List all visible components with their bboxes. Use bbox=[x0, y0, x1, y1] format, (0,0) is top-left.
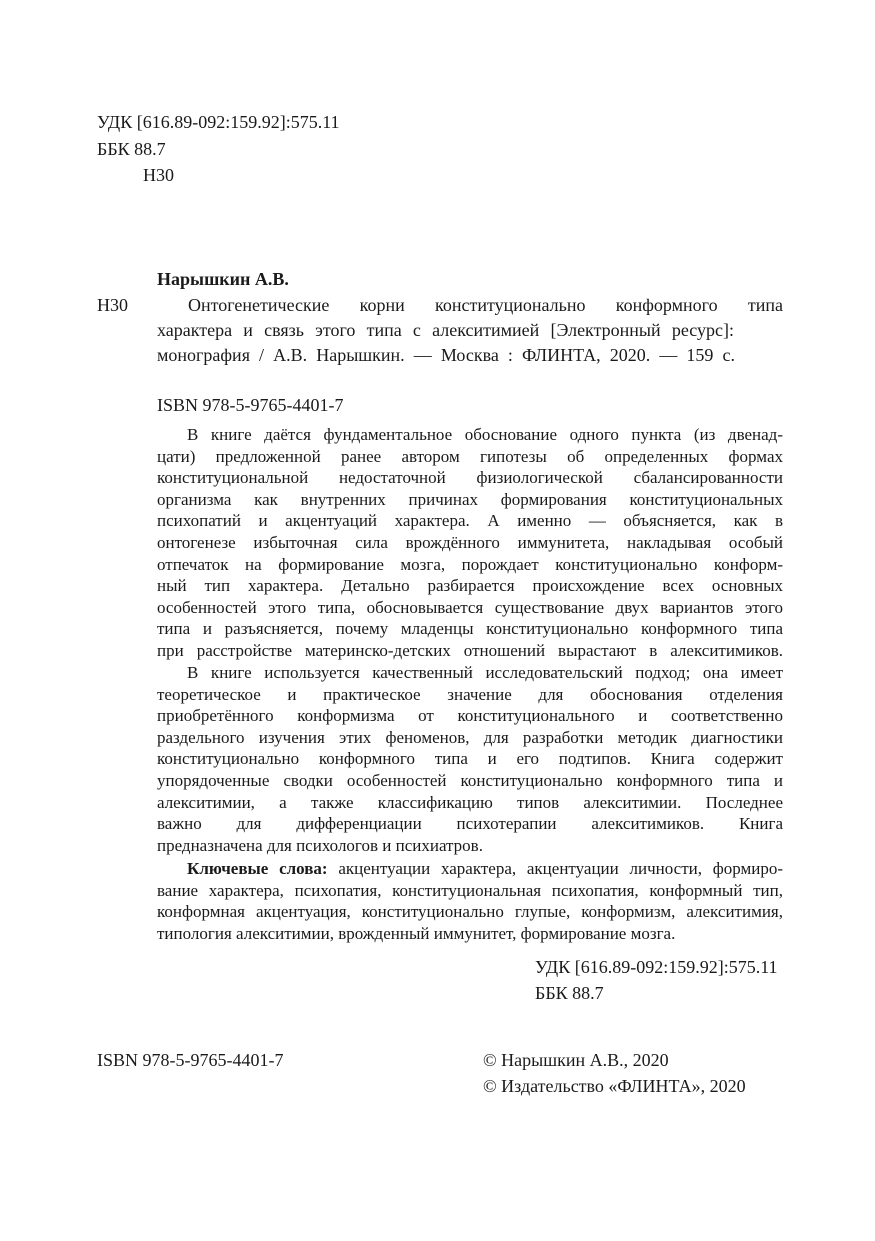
record-author: Нарышкин А.В. bbox=[157, 269, 289, 289]
record-title-line-1: Онтогенетические корни конституционально конформного типа bbox=[188, 295, 783, 315]
keywords-line: типология алекситимии, врожденный иммунитет, формирование мозга. bbox=[157, 923, 676, 943]
abstract-line: упорядоченные сводки особенностей конституционально конформного типа и bbox=[157, 770, 783, 790]
abstract-line: психопатий и акцентуаций характера. А именно — объясняется, как в bbox=[157, 511, 783, 531]
abstract-line: цати) предложенной ранее автором гипотезы об определенных формах bbox=[157, 446, 783, 466]
abstract-line: конституционально конформного типа и его подтипов. Книга содержит bbox=[157, 749, 783, 769]
record-isbn: ISBN 978-5-9765-4401-7 bbox=[157, 395, 344, 415]
copyright-publisher: © Издательство «ФЛИНТА», 2020 bbox=[483, 1076, 746, 1096]
record-title-line-2: характера и связь этого типа с алекситимией [Электронный ресурс]: bbox=[157, 320, 734, 340]
copyright-author: © Нарышкин А.В., 2020 bbox=[483, 1050, 669, 1070]
abstract-line: ный тип характера. Детально разбирается происхождение всех основных bbox=[157, 576, 783, 596]
keywords-line-1 bbox=[157, 858, 783, 880]
keywords-first-text: акцентуации характера, акцентуации личности, формиро- bbox=[327, 859, 783, 878]
udk-code-top: УДК [616.89-092:159.92]:575.11 bbox=[97, 112, 340, 132]
bbk-code-top: ББК 88.7 bbox=[97, 139, 166, 159]
keywords-line: вание характера, психопатия, конституциональная психопатия, конформный тип, bbox=[157, 880, 783, 900]
keywords-line: конформная акцентуация, конституционально глупые, конформизм, алекситимия, bbox=[157, 902, 783, 922]
record-author-mark: Н30 bbox=[97, 295, 128, 315]
abstract-paragraph-1 bbox=[157, 424, 783, 662]
abstract-line: онтогенезе избыточная сила врождённого иммунитета, накладывая особый bbox=[157, 532, 783, 552]
abstract-line: отпечаток на формирование мозга, порождает конституционально конформ- bbox=[157, 554, 783, 574]
abstract-line: особенностей этого типа, обосновывается существование двух вариантов этого bbox=[157, 597, 783, 617]
keywords-label: Ключевые слова: bbox=[187, 859, 328, 878]
abstract-line: организма как внутренних причинах формирования конституциональных bbox=[157, 489, 783, 509]
abstract-paragraph-2 bbox=[157, 662, 783, 856]
abstract-line: при расстройстве материнско-детских отношений вырастают в алекситимиков. bbox=[157, 640, 783, 660]
footer-isbn: ISBN 978-5-9765-4401-7 bbox=[97, 1050, 284, 1070]
bbk-code-bottom: ББК 88.7 bbox=[535, 983, 604, 1003]
abstract-line: В книге даётся фундаментальное обоснование одного пункта (из двенад- bbox=[187, 425, 783, 444]
abstract-line: предназначена для психологов и психиатров. bbox=[157, 835, 483, 855]
abstract-line: типа и разъясняется, почему младенцы конституционально конформного типа bbox=[157, 619, 783, 639]
abstract-line: приобретённого конформизма от конституционального и соответственно bbox=[157, 706, 783, 726]
keywords-block bbox=[157, 858, 783, 944]
abstract-line: теоретическое и практическое значение для обоснования отделения bbox=[157, 684, 783, 704]
abstract-line: конституциональной недостаточной физиологической сбалансированности bbox=[157, 468, 783, 488]
udk-code-bottom: УДК [616.89-092:159.92]:575.11 bbox=[535, 957, 778, 977]
abstract-line: В книге используется качественный исследовательский подход; она имеет bbox=[187, 663, 783, 682]
abstract-line: раздельного изучения этих феноменов, для разработки методик диагностики bbox=[157, 727, 783, 747]
record-title-line-3: монография / А.В. Нарышкин. — Москва : ФЛИНТА, 2020. — 159 с. bbox=[157, 345, 735, 365]
author-mark-top: Н30 bbox=[143, 165, 174, 185]
abstract-line: алекситимии, а также классификацию типов алекситимии. Последнее bbox=[157, 792, 783, 812]
abstract-line: важно для дифференциации психотерапии алекситимиков. Книга bbox=[157, 814, 783, 834]
